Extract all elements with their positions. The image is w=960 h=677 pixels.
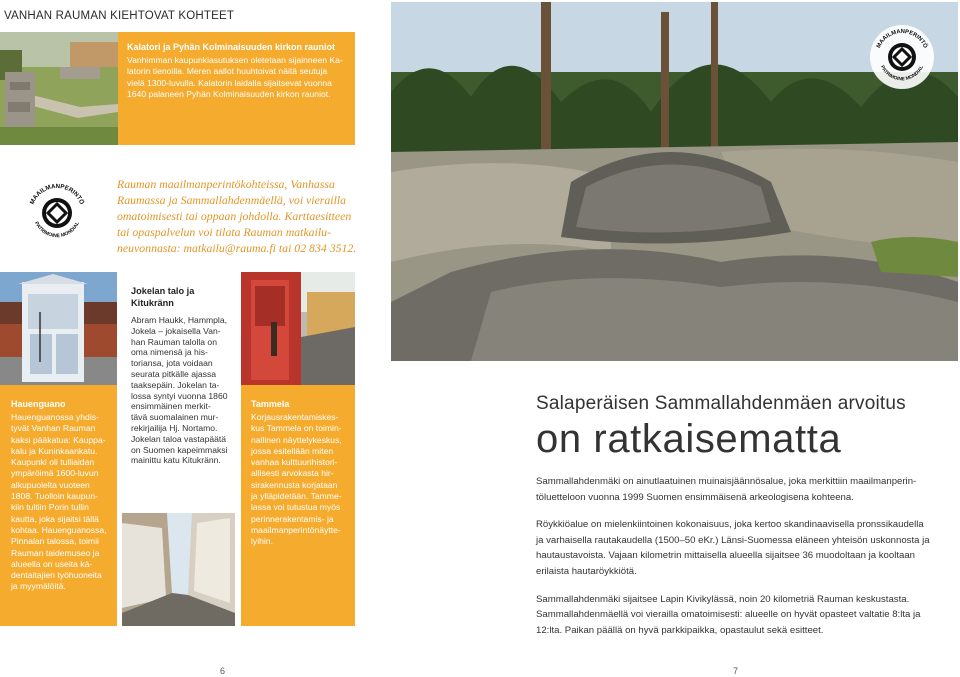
kalatori-line: latorin tienoilla. Meren aallot huuhtoivat näitä seutuja [127,66,328,77]
page-number-left: 6 [220,666,226,676]
article-line: erilaista hautaröykkiötä. [536,565,637,577]
article-line: Sammallahdenmäki on ainutlaatuinen muinaisjäännösalue, joka merkittiin maailmanperin- [536,476,917,487]
hauenguano-line: ja myymälöitä. [11,581,66,592]
jokela-line: Jokela – jokaisella Van- [131,325,221,336]
jokela-line: ensimmäinen merkit- [131,401,211,412]
jokela-title-line: Jokelan talo ja [131,286,195,296]
jokela-line: lossa syntyi vuonna 1860 [131,390,228,401]
hauenguano-line: kiin tultiin Porin tullin [11,502,89,513]
hauenguano-line: Rauman taidemuseo ja [11,547,100,558]
italic-note-line: omatoimisesti tai oppaan johdolla. Karttaesitteen [117,209,352,223]
kalatori-line: 1640 palaneen Pyhän Kolminaisuuden kirkon rauniot. [127,88,331,99]
jokela-line: han Rauman talolla on [131,336,217,347]
tammela-line: maailmanperintönäytte- [251,524,341,535]
hauenguano-line: alueella on useita kä- [11,558,93,569]
tammela-line: ja ylläpidetään. Tamme- [251,491,342,502]
tammela-line: nallinen näyttelykeskus, [251,434,342,445]
article-paragraph-1 [536,474,956,505]
jokela-line: rekirjailija Hj. Nortamo. [131,422,218,433]
cairn-landscape-photo [391,2,958,361]
jokela-line: Jokelan taloa vastapäätä [131,433,227,444]
hauenguano-line: kaksi pääkatua: Kauppa- [11,434,106,445]
hauenguano-line: ympäröimä 1600-luvun [11,468,99,479]
kitukrann-street-photo [122,513,235,626]
kalatori-title: Kalatori ja Pyhän Kolminaisuuden kirkon rauniot [127,42,336,52]
hauenguano-line: Kaupunki oli tulliaidan [11,457,95,468]
article-headline-large: on ratkaisematta [536,417,842,461]
article-line: 12:lta. Paikan päällä on hyvä parkkipaikka, opastaulut sekä esitteet. [536,624,824,636]
kalatori-line: vielä 1300-luvulla. Kalatorin laidalla sijaitsevat vuonna [127,77,332,88]
hauenguano-photo [0,272,117,385]
italic-note-line: neuvonnasta: matkailu@rauma.fi tai 02 834 3512. [117,241,357,255]
hauenguano-line: kautta, joka sijaitsi tällä [11,513,99,524]
jokela-line: Abram Haukk, Hammpla, [131,315,227,325]
hauenguano-line: alkupuolelta vuoteen [11,479,90,490]
jokela-line: toriansa, jota voidaan [131,358,213,369]
world-heritage-logo [22,178,92,248]
italic-note-line: Rauman maailmanperintökohteissa, Vanhassa [117,177,335,191]
tammela-line: perinnerakentamis- ja [251,513,334,524]
tammela-photo [241,272,355,385]
article-line: töluetteloon vuonna 1999 Suomen ensimmäisenä arkeologisena kohteena. [536,491,854,503]
article-line: hautaustavoista. Vajaan kilometrin mittaisella alueella sijaitsee 36 muodoltaan ja kooltaan [536,550,915,562]
jokela-line: mainittu katu Kitukränn. [131,455,221,466]
kalatori-line: Vanhimman kaupunkiasutuksen oletetaan sijainneen Ka- [127,55,343,65]
logo-top-text: MAAILMANPERINTÖ [875,28,929,50]
hauenguano-title: Hauenguano [11,399,66,409]
tammela-line: allisesti arvokasta hir- [251,468,334,479]
jokela-column [131,286,241,466]
article-line: Sammallahdenmäellä voi vierailla omatoimisesti: alueelle on hyvät opasteet valtatie 8:lta ja [536,609,921,621]
tammela-title: Tammela [251,399,290,409]
ruins-photo [0,32,118,145]
tammela-info-box [241,385,355,626]
page-header: VANHAN RAUMAN KIEHTOVAT KOHTEET [4,10,235,22]
hauenguano-line: kohtaa. Hauenguanossa, [11,524,107,535]
hauenguano-line: Pinnalan talossa, toimii [11,536,99,547]
tammela-line: lassa voi tutustua myös [251,502,341,513]
article-paragraph-3 [536,592,956,639]
page-number-right: 7 [733,666,739,676]
italic-note-line: Raumassa ja Sammallahdenmäellä, voi vierailla [117,193,347,207]
world-heritage-logo-photo [869,24,935,90]
hauenguano-line: dentaitajien työhuoneita [11,570,102,581]
kalatori-info-box [118,32,355,145]
jokela-line: oma nimensä ja his- [131,347,208,358]
tammela-line: lyihin. [251,536,273,547]
article-paragraph-2 [536,517,956,579]
jokela-line: on Suomen kapeimmaksi [131,444,228,455]
jokela-line: seurata pitkälle ajassa [131,368,217,379]
tammela-line: jossa esitellään miten [251,445,334,456]
article-line: Röykkiöalue on mielenkiintoinen kokonaisuus, joka kertoo skandinaavisella pronssikaudella [536,519,924,531]
jokela-line: tävä suomalainen mur- [131,412,219,423]
hauenguano-line: kalu ja Kuninkaankatu. [11,445,98,456]
article-headline-small: Salaperäisen Sammallahdenmäen arvoitus [536,393,906,414]
hauenguano-info-box [0,385,117,626]
logo-top-text: MAAILMANPERINTÖ [28,182,86,206]
article [536,393,956,638]
logo-bottom-text: PATRIMOINE MONDIAL [879,65,925,83]
tammela-line: kus Tammela on toimin- [251,423,342,434]
jokela-title-line: Kitukränn [131,297,174,308]
hauenguano-line: Hauenguanossa yhdis- [11,412,99,422]
hauenguano-line: 1808. Tuolloin kaupun- [11,491,98,502]
logo-bottom-text: PATRIMOINE MONDIAL [33,220,81,240]
tammela-line: vanhaa kulttuurihistori- [251,457,338,468]
hauenguano-line: tyvät Vanhan Rauman [11,423,96,434]
tammela-line: Korjausrakentamiskes- [251,412,339,422]
article-line: Sammallahdenmäki sijaitsee Lapin Kivikylässä, noin 20 kilometriä Rauman keskustasta. [536,593,910,605]
italic-note-line: tai opaspalvelun voi tilata Rauman matkailu- [117,225,331,239]
jokela-line: taaksepäin. Jokelan ta- [131,379,220,390]
tammela-line: sirakennusta korjataan [251,479,338,490]
article-line: ja varhaisella rautakaudella (1500–50 eKr.) Länsi-Suomessa eläneen yhteisön uskonnosta ja [536,534,930,546]
italic-visit-note [117,176,362,256]
